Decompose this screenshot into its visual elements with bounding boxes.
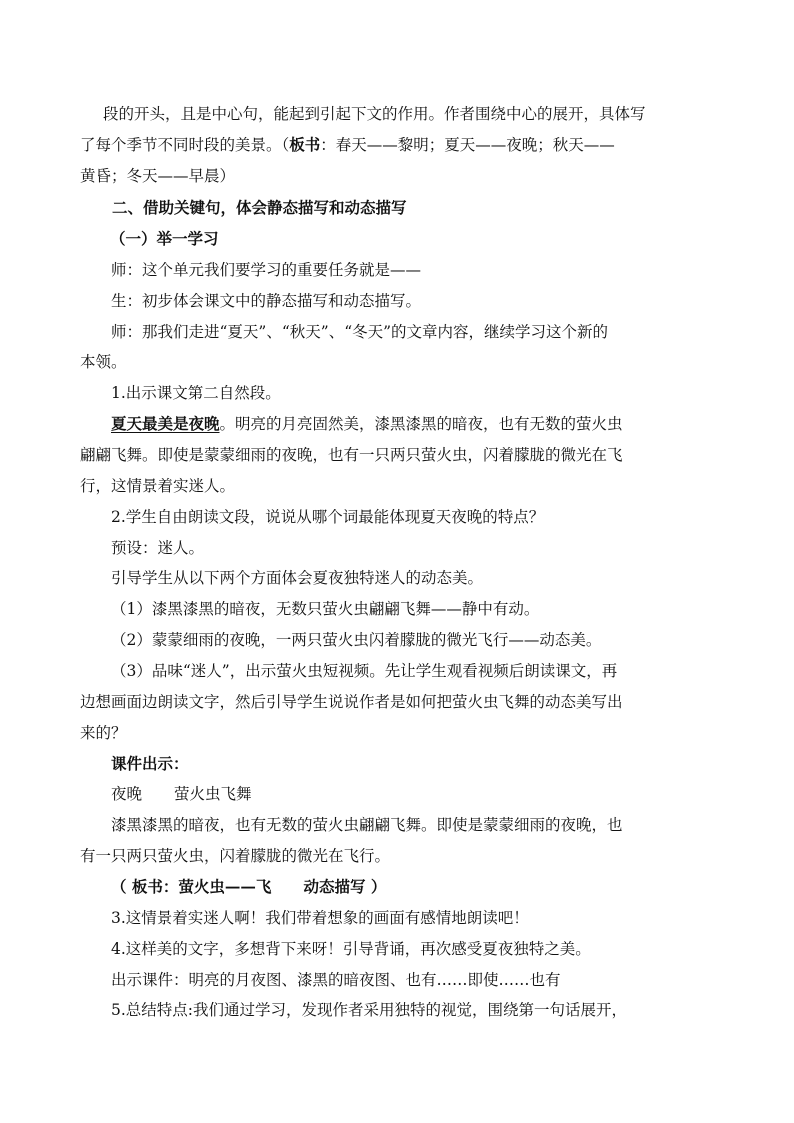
point-line: 来的？ [80,724,127,742]
paragraph-line [80,135,615,155]
teacher-line: 师：那我们走进“夏天”、“秋天”、“冬天”的文章内容，继续学习这个新的 [111,323,609,341]
section-heading: 二、借助关键句，体会静态描写和动态描写 [112,198,407,217]
point-line: （1）漆黑漆黑的暗夜，无数只萤火虫翩翩飞舞——静中有动。 [111,600,540,618]
teacher-line: 师：这个单元我们要学习的重要任务就是—— [111,261,422,279]
guide-line: 引导学生从以下两个方面体会夏夜独特迷人的动态美。 [111,569,484,587]
step-line: 5.总结特点:我们通过学习，发现作者采用独特的视觉，围绕第一句话展开， [111,1001,628,1019]
courseware-text: 有一只两只萤火虫，闪着朦胧的微光在飞行。 [80,847,391,865]
paren: ） [370,877,387,896]
point-line: 边想画面边朗读文字，然后引导学生说说作者是如何把萤火虫飞舞的动态美写出 [80,693,623,711]
word: 萤火虫飞舞 [174,785,252,803]
step-line: 2.学生自由朗读文段，说说从哪个词最能体现夏天夜晚的特点？ [111,508,545,526]
passage-line: 翩翩飞舞。即使是蒙蒙细雨的夜晚，也有一只两只萤火虫，闪着朦胧的微光在飞 [80,446,623,464]
text-span: ：春天——黎明；夏天——夜晚；秋天—— [320,136,615,154]
preset-line: 预设：迷人。 [111,539,205,557]
step-line: 4.这样美的文字，多想背下来呀！引导背诵，再次感受夏夜独特之美。 [111,940,591,958]
word: 夜晚 [111,785,143,803]
passage-line [111,414,623,434]
board-label: 板书 [289,135,321,154]
point-line: （3）品味“迷人”，出示萤火虫短视频。先让学生观看视频后朗读课文，再 [111,662,618,680]
subsection-heading: （一）举一学习 [110,229,219,248]
key-sentence: 夏天最美是夜晚 [111,414,220,433]
text-span: 。明亮的月亮固然美，漆黑漆黑的暗夜，也有无数的萤火虫 [219,415,623,433]
paragraph-line: 段的开头，且是中心句，能起到引起下文的作用。作者围绕中心的展开，具体写 [103,105,646,123]
courseware-heading: 课件出示： [111,754,189,773]
courseware-text: 漆黑漆黑的暗夜，也有无数的萤火虫翩翩飞舞。即使是蒙蒙细雨的夜晚，也 [111,816,623,834]
step-line: 3.这情景着实迷人啊！我们带着想象的画面有感情地朗读吧！ [111,909,529,927]
paren: （ [111,877,127,896]
step-line: 1.出示课文第二自然段。 [111,384,281,402]
text-span: 了每个季节不同时段的美景。（ [80,136,290,154]
board-tag: 动态描写 [303,877,366,896]
paragraph-line: 黄昏；冬天——早晨） [80,167,236,185]
passage-line: 行，这情景着实迷人。 [80,477,236,495]
student-line: 生：初步体会课文中的静态描写和动态描写。 [111,292,422,310]
point-line: （2）蒙蒙细雨的夜晚，一两只萤火虫闪着朦胧的微光飞行——动态美。 [111,631,602,649]
courseware-words [111,784,252,804]
board-label: 板书：萤火虫——飞 [131,877,272,896]
board-note [111,877,386,897]
slide-line: 出示课件：明亮的月夜图、漆黑的暗夜图、也有……即使……也有 [111,971,561,989]
teacher-line: 本领。 [80,353,127,371]
